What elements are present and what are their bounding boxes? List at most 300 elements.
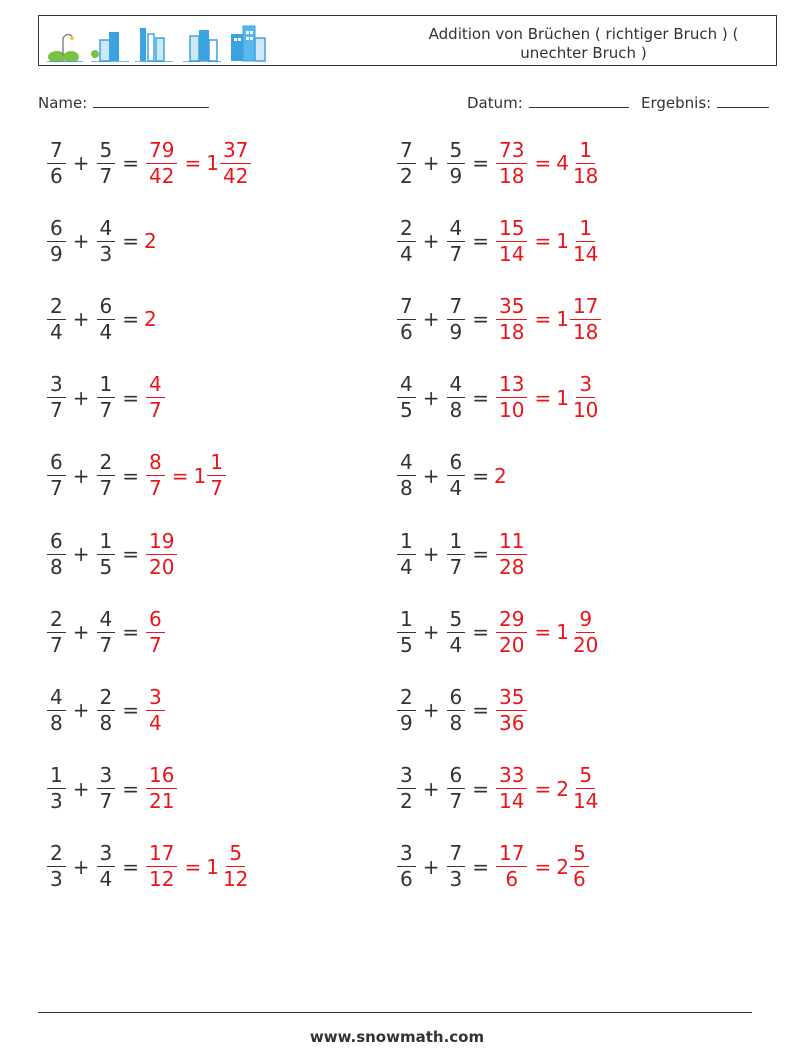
name-field[interactable] xyxy=(38,93,209,112)
problem-row xyxy=(395,211,603,271)
fraction xyxy=(496,841,527,892)
numerator: 4 xyxy=(97,216,116,242)
denominator: 20 xyxy=(572,632,599,657)
fraction xyxy=(47,685,66,736)
denominator: 18 xyxy=(499,319,525,344)
fraction xyxy=(97,685,116,736)
equals-sign: = xyxy=(472,776,489,801)
denominator: 7 xyxy=(50,476,63,501)
mixed-whole: 1 xyxy=(193,463,207,488)
equals-sign: = xyxy=(472,151,489,175)
equals-sign: = xyxy=(184,151,202,175)
numerator: 5 xyxy=(447,138,466,164)
fraction xyxy=(146,607,165,658)
denominator: 14 xyxy=(572,789,599,814)
denominator: 10 xyxy=(499,398,525,423)
denominator: 5 xyxy=(400,398,413,423)
denominator: 7 xyxy=(99,632,113,657)
numerator: 5 xyxy=(570,841,589,867)
numerator: 7 xyxy=(397,138,416,164)
numerator: 5 xyxy=(576,763,595,789)
fraction xyxy=(397,841,416,892)
equals-sign: = xyxy=(472,854,489,879)
tower-icon xyxy=(135,28,173,62)
fraction xyxy=(397,529,416,580)
fraction xyxy=(496,529,527,580)
plus-sign: + xyxy=(72,229,90,254)
denominator: 2 xyxy=(400,163,413,188)
fraction xyxy=(220,841,251,892)
fraction xyxy=(496,138,527,189)
numerator: 6 xyxy=(146,607,165,633)
fraction xyxy=(570,216,601,267)
problem-row xyxy=(45,524,179,584)
building-icon xyxy=(91,32,129,62)
equals-sign: = xyxy=(184,854,202,879)
problem-row xyxy=(395,524,529,584)
numerator: 2 xyxy=(47,294,66,320)
equals-sign: = xyxy=(122,854,139,879)
denominator: 20 xyxy=(499,632,525,657)
fraction xyxy=(447,450,466,501)
fraction xyxy=(97,294,116,345)
numerator: 4 xyxy=(47,685,66,711)
fraction xyxy=(397,216,416,267)
fraction xyxy=(447,372,466,423)
name-blank[interactable] xyxy=(93,93,209,108)
denominator: 8 xyxy=(50,554,63,579)
numerator: 6 xyxy=(47,216,66,242)
denominator: 42 xyxy=(149,163,175,188)
plus-sign: + xyxy=(72,385,90,410)
fraction xyxy=(570,372,601,423)
footer-url: www.snowmath.com xyxy=(309,1028,485,1046)
problem-row xyxy=(395,289,603,349)
date-field[interactable] xyxy=(467,93,629,112)
equals-sign: = xyxy=(122,151,139,175)
denominator: 12 xyxy=(222,867,249,892)
plus-sign: + xyxy=(72,151,90,175)
plus-sign: + xyxy=(72,542,90,566)
denominator: 3 xyxy=(50,789,63,814)
fraction xyxy=(207,450,226,501)
fraction xyxy=(397,138,416,189)
fraction xyxy=(146,841,177,892)
numerator: 17 xyxy=(570,294,601,320)
denominator: 3 xyxy=(50,867,63,892)
numerator: 3 xyxy=(47,372,66,398)
denominator: 6 xyxy=(50,163,63,188)
mixed-whole: 2 xyxy=(556,854,569,879)
result-blank[interactable] xyxy=(717,93,769,108)
denominator: 6 xyxy=(400,867,413,892)
fraction xyxy=(447,685,466,736)
numerator: 4 xyxy=(146,372,165,398)
denominator: 4 xyxy=(149,710,162,735)
numerator: 7 xyxy=(47,138,66,164)
problem-row xyxy=(45,446,228,506)
denominator: 9 xyxy=(449,319,463,344)
date-label: Datum: xyxy=(467,94,523,112)
denominator: 7 xyxy=(210,476,223,501)
fraction xyxy=(97,372,116,423)
equals-sign: = xyxy=(122,307,139,332)
plus-sign: + xyxy=(422,385,440,410)
title-line-1: Addition von Brüchen ( richtiger Bruch ) ( xyxy=(428,25,739,43)
denominator: 7 xyxy=(99,476,113,501)
numerator: 1 xyxy=(576,216,595,242)
fraction xyxy=(97,607,116,658)
denominator: 12 xyxy=(149,867,175,892)
denominator: 28 xyxy=(499,554,525,579)
problem-row xyxy=(45,289,157,349)
numerator: 6 xyxy=(447,450,466,476)
denominator: 4 xyxy=(99,867,113,892)
answer-integer: 2 xyxy=(144,307,157,332)
denominator: 7 xyxy=(50,398,63,423)
answer-integer: 2 xyxy=(144,229,157,254)
fraction xyxy=(496,763,527,814)
numerator: 6 xyxy=(97,294,116,320)
mixed-whole: 1 xyxy=(556,620,569,645)
denominator: 4 xyxy=(99,319,113,344)
numerator: 1 xyxy=(47,763,66,789)
fraction xyxy=(47,607,66,658)
denominator: 5 xyxy=(99,554,113,579)
equals-sign: = xyxy=(534,776,552,801)
numerator: 4 xyxy=(447,216,466,242)
problem-row xyxy=(395,759,603,819)
numerator: 73 xyxy=(496,138,527,164)
equals-sign: = xyxy=(534,307,552,332)
equals-sign: = xyxy=(534,151,552,175)
denominator: 3 xyxy=(449,867,463,892)
numerator: 11 xyxy=(496,529,527,555)
fraction xyxy=(447,529,466,580)
denominator: 7 xyxy=(449,241,463,266)
denominator: 7 xyxy=(149,398,162,423)
skyline-icon xyxy=(231,26,265,61)
denominator: 8 xyxy=(449,710,463,735)
numerator: 3 xyxy=(576,372,595,398)
fraction xyxy=(97,841,116,892)
plus-sign: + xyxy=(422,307,440,332)
fraction xyxy=(146,450,165,501)
fraction xyxy=(570,841,589,892)
denominator: 2 xyxy=(400,789,413,814)
fraction xyxy=(47,372,66,423)
equals-sign: = xyxy=(122,776,139,801)
fraction xyxy=(496,294,527,345)
fraction xyxy=(146,138,177,189)
numerator: 3 xyxy=(397,763,416,789)
numerator: 3 xyxy=(146,685,165,711)
plus-sign: + xyxy=(422,463,440,488)
numerator: 33 xyxy=(496,763,527,789)
fraction xyxy=(397,607,416,658)
fraction xyxy=(397,685,416,736)
denominator: 14 xyxy=(499,241,525,266)
fraction xyxy=(146,763,177,814)
denominator: 42 xyxy=(222,163,249,188)
problem-row xyxy=(395,602,603,662)
plus-sign: + xyxy=(72,463,90,488)
denominator: 7 xyxy=(50,632,63,657)
denominator: 7 xyxy=(149,632,162,657)
denominator: 9 xyxy=(400,710,413,735)
answer-integer: 2 xyxy=(494,463,507,488)
fraction xyxy=(570,763,601,814)
worksheet-title xyxy=(399,25,768,63)
equals-sign: = xyxy=(122,620,139,645)
denominator: 4 xyxy=(449,632,463,657)
fraction xyxy=(496,216,527,267)
plus-sign: + xyxy=(422,776,440,801)
numerator: 13 xyxy=(496,372,527,398)
numerator: 17 xyxy=(496,841,527,867)
fraction xyxy=(570,607,601,658)
denominator: 7 xyxy=(99,163,113,188)
plus-sign: + xyxy=(422,151,440,175)
numerator: 8 xyxy=(146,450,165,476)
denominator: 18 xyxy=(572,163,599,188)
office-icon xyxy=(183,30,221,62)
denominator: 4 xyxy=(50,319,63,344)
numerator: 5 xyxy=(97,138,116,164)
problem-row xyxy=(395,446,507,506)
equals-sign: = xyxy=(472,698,489,723)
problem-row xyxy=(45,211,157,271)
equals-sign: = xyxy=(472,463,489,488)
fraction xyxy=(397,372,416,423)
fraction xyxy=(47,763,66,814)
fraction xyxy=(447,763,466,814)
equals-sign: = xyxy=(534,229,552,254)
numerator: 1 xyxy=(397,529,416,555)
numerator: 1 xyxy=(447,529,466,555)
numerator: 6 xyxy=(447,763,466,789)
numerator: 1 xyxy=(97,529,116,555)
problem-row xyxy=(45,133,253,193)
problem-row xyxy=(395,680,529,740)
problem-row xyxy=(45,680,167,740)
fraction xyxy=(47,529,66,580)
numerator: 6 xyxy=(47,529,66,555)
equals-sign: = xyxy=(534,854,552,879)
denominator: 6 xyxy=(572,867,586,892)
numerator: 1 xyxy=(97,372,116,398)
denominator: 18 xyxy=(572,319,599,344)
fraction xyxy=(496,607,527,658)
numerator: 2 xyxy=(47,607,66,633)
mixed-whole: 1 xyxy=(206,854,219,879)
plus-sign: + xyxy=(72,776,90,801)
footer-divider xyxy=(38,1012,752,1013)
numerator: 1 xyxy=(576,138,595,164)
fraction xyxy=(146,372,165,423)
problem-row xyxy=(395,368,603,428)
numerator: 4 xyxy=(447,372,466,398)
result-label: Ergebnis: xyxy=(641,94,712,112)
numerator: 3 xyxy=(97,841,116,867)
equals-sign: = xyxy=(122,698,139,723)
denominator: 7 xyxy=(99,398,113,423)
plus-sign: + xyxy=(422,698,440,723)
denominator: 10 xyxy=(572,398,599,423)
numerator: 4 xyxy=(397,450,416,476)
denominator: 8 xyxy=(400,476,413,501)
denominator: 4 xyxy=(400,554,413,579)
numerator: 5 xyxy=(447,607,466,633)
denominator: 20 xyxy=(149,554,175,579)
numerator: 7 xyxy=(447,841,466,867)
numerator: 2 xyxy=(397,216,416,242)
result-field[interactable] xyxy=(641,93,769,112)
denominator: 9 xyxy=(50,241,63,266)
numerator: 35 xyxy=(496,294,527,320)
fraction xyxy=(397,294,416,345)
title-line-2: unechter Bruch ) xyxy=(520,44,647,62)
denominator: 7 xyxy=(449,554,463,579)
numerator: 4 xyxy=(397,372,416,398)
problem-row xyxy=(45,368,167,428)
fraction xyxy=(397,763,416,814)
denominator: 7 xyxy=(149,476,162,501)
denominator: 5 xyxy=(400,632,413,657)
worksheet-header xyxy=(38,15,777,66)
fraction xyxy=(447,841,466,892)
denominator: 4 xyxy=(449,476,463,501)
fraction xyxy=(97,138,116,189)
numerator: 15 xyxy=(496,216,527,242)
numerator: 19 xyxy=(146,529,177,555)
fraction xyxy=(570,294,601,345)
fraction xyxy=(97,529,116,580)
plus-sign: + xyxy=(72,854,90,879)
equals-sign: = xyxy=(472,229,489,254)
date-blank[interactable] xyxy=(529,93,629,108)
plus-sign: + xyxy=(72,307,90,332)
fraction xyxy=(47,450,66,501)
numerator: 2 xyxy=(97,450,116,476)
numerator: 3 xyxy=(397,841,416,867)
numerator: 4 xyxy=(97,607,116,633)
equals-sign: = xyxy=(472,385,489,410)
numerator: 6 xyxy=(447,685,466,711)
plus-sign: + xyxy=(422,229,440,254)
numerator: 17 xyxy=(146,841,177,867)
equals-sign: = xyxy=(171,463,189,488)
numerator: 6 xyxy=(47,450,66,476)
denominator: 36 xyxy=(499,710,525,735)
numerator: 3 xyxy=(97,763,116,789)
plus-sign: + xyxy=(422,854,440,879)
equals-sign: = xyxy=(122,463,139,488)
fraction xyxy=(97,763,116,814)
numerator: 9 xyxy=(576,607,595,633)
equals-sign: = xyxy=(472,307,489,332)
plus-sign: + xyxy=(422,620,440,645)
numerator: 79 xyxy=(146,138,177,164)
equals-sign: = xyxy=(534,385,552,410)
denominator: 14 xyxy=(572,241,599,266)
denominator: 8 xyxy=(50,710,63,735)
mixed-whole: 1 xyxy=(556,229,569,254)
numerator: 37 xyxy=(220,138,251,164)
fraction xyxy=(570,138,601,189)
denominator: 7 xyxy=(449,789,463,814)
fraction xyxy=(447,138,466,189)
problem-row xyxy=(45,602,167,662)
denominator: 7 xyxy=(99,789,113,814)
numerator: 16 xyxy=(146,763,177,789)
denominator: 6 xyxy=(505,867,519,892)
denominator: 18 xyxy=(499,163,525,188)
mixed-whole: 2 xyxy=(556,776,569,801)
numerator: 2 xyxy=(47,841,66,867)
fraction xyxy=(47,138,66,189)
denominator: 6 xyxy=(400,319,413,344)
fraction xyxy=(447,216,466,267)
fraction xyxy=(146,529,177,580)
park-icon xyxy=(47,34,83,62)
numerator: 7 xyxy=(447,294,466,320)
plus-sign: + xyxy=(72,698,90,723)
fraction xyxy=(146,685,165,736)
problem-row xyxy=(45,837,253,897)
fraction xyxy=(496,372,527,423)
name-label: Name: xyxy=(38,94,88,112)
numerator: 2 xyxy=(97,685,116,711)
fraction xyxy=(47,294,66,345)
equals-sign: = xyxy=(122,542,139,566)
equals-sign: = xyxy=(122,229,139,254)
numerator: 1 xyxy=(207,450,226,476)
denominator: 3 xyxy=(99,241,113,266)
plus-sign: + xyxy=(72,620,90,645)
equals-sign: = xyxy=(472,542,489,566)
fraction xyxy=(397,450,416,501)
numerator: 5 xyxy=(226,841,245,867)
equals-sign: = xyxy=(472,620,489,645)
denominator: 9 xyxy=(449,163,463,188)
problem-row xyxy=(395,837,591,897)
fraction xyxy=(496,685,527,736)
plus-sign: + xyxy=(422,542,440,566)
mixed-whole: 4 xyxy=(556,151,569,175)
fraction xyxy=(47,216,66,267)
numerator: 1 xyxy=(397,607,416,633)
equals-sign: = xyxy=(122,385,139,410)
mixed-whole: 1 xyxy=(556,307,569,332)
fraction xyxy=(97,216,116,267)
city-icons xyxy=(45,22,275,62)
denominator: 8 xyxy=(449,398,463,423)
equals-sign: = xyxy=(534,620,552,645)
problem-row xyxy=(395,133,603,193)
numerator: 35 xyxy=(496,685,527,711)
denominator: 14 xyxy=(499,789,525,814)
fraction xyxy=(220,138,251,189)
fraction xyxy=(447,607,466,658)
numerator: 29 xyxy=(496,607,527,633)
mixed-whole: 1 xyxy=(556,385,569,410)
denominator: 4 xyxy=(400,241,413,266)
numerator: 7 xyxy=(397,294,416,320)
problem-row xyxy=(45,759,179,819)
denominator: 8 xyxy=(99,710,113,735)
mixed-whole: 1 xyxy=(206,151,219,175)
